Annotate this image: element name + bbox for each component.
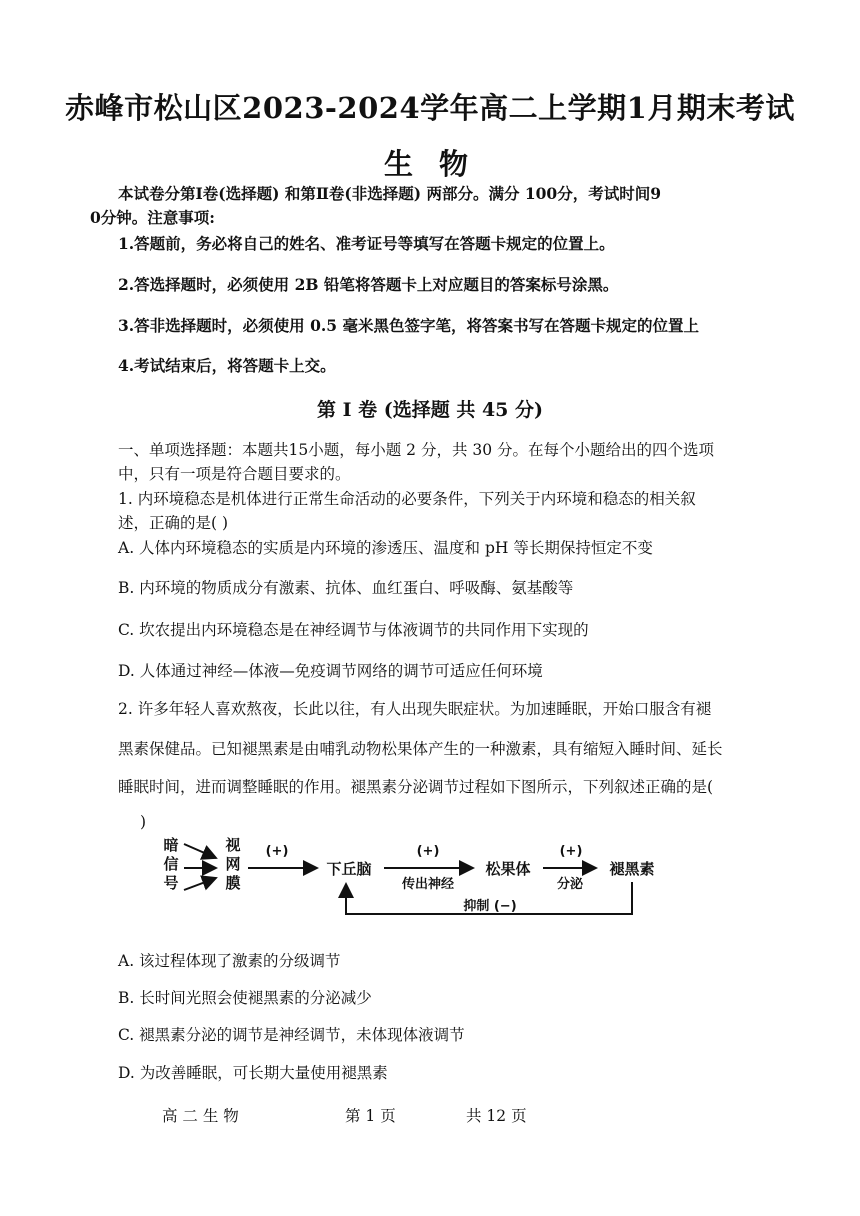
signal-label-char: 暗 (163, 836, 179, 854)
signal-label-char: 信 (163, 855, 179, 873)
efferent-nerve-label: 传出神经 (401, 877, 455, 892)
exam-title: 赤峰市松山区2023-2024学年高二上学期1月期末考试 (65, 91, 795, 125)
stimulate-label: (+) (416, 844, 440, 859)
q1-option-b: B. 内环境的物质成分有激素、抗体、血红蛋白、呼吸酶、氨基酸等 (118, 579, 574, 597)
q1-option-a: A. 人体内环境稳态的实质是内环境的渗透压、温度和 pH 等长期保持恒定不变 (118, 539, 653, 557)
stimulate-label: (+) (559, 844, 583, 859)
q2-option-c: C. 褪黑素分泌的调节是神经调节，未体现体液调节 (118, 1026, 465, 1044)
retina-label-char: 视 (225, 836, 241, 854)
intro-line-2: 0分钟。注意事项: (90, 208, 216, 227)
instruction-item: 2.答选择题时，必须使用 2B 铅笔将答题卡上对应题目的答案标号涂黑。 (118, 275, 619, 294)
stimulate-label: (+) (265, 844, 289, 859)
footer-page-number: 第 1 页 (345, 1107, 396, 1125)
arrow (184, 878, 216, 890)
part1-line-2: 中，只有一项是符合题目要求的。 (118, 465, 351, 483)
footer-subject: 高 二 生 物 (162, 1107, 239, 1125)
q1-option-d: D. 人体通过神经—体液—免疫调节网络的调节可适应任何环境 (118, 662, 543, 680)
q2-stem-line-2: 黑素保健品。已知褪黑素是由哺乳动物松果体产生的一种激素，具有缩短入睡时间、延长 (118, 740, 723, 758)
footer-total-pages: 共 12 页 (466, 1107, 527, 1125)
arrow (184, 844, 216, 858)
q1-stem-line-1: 1. 内环境稳态是机体进行正常生命活动的必要条件，下列关于内环境和稳态的相关叙 (118, 490, 696, 508)
instruction-item: 1.答题前，务必将自己的姓名、准考证号等填写在答题卡规定的位置上。 (118, 234, 615, 253)
retina-label-char: 网 (225, 855, 241, 873)
intro-line-1: 本试卷分第Ⅰ卷(选择题) 和第Ⅱ卷(非选择题) 两部分。满分 100分，考试时间9 (118, 184, 661, 203)
section-heading: 第 Ⅰ 卷 (选择题 共 45 分) (317, 399, 543, 421)
instruction-item: 4.考试结束后，将答题卡上交。 (118, 356, 336, 375)
q2-option-d: D. 为改善睡眠，可长期大量使用褪黑素 (118, 1064, 388, 1082)
instruction-item: 3.答非选择题时，必须使用 0.5 毫米黑色签字笔，将答案书写在答题卡规定的位置上 (118, 316, 699, 335)
q2-stem-line-1: 2. 许多年轻人喜欢熬夜，长此以往，有人出现失眠症状。为加速睡眠，开始口服含有褪 (118, 700, 712, 718)
pineal-label: 松果体 (485, 860, 531, 878)
melatonin-regulation-diagram (160, 830, 670, 922)
q2-stem-line-3: 睡眠时间，进而调整睡眠的作用。褪黑素分泌调节过程如下图所示，下列叙述正确的是( (118, 778, 714, 796)
inhibit-label: 抑制 (−) (463, 899, 517, 914)
q2-stem-line-4: ) (140, 813, 147, 831)
q2-option-b: B. 长时间光照会使褪黑素的分泌减少 (118, 989, 372, 1007)
secrete-label: 分泌 (556, 877, 584, 892)
melatonin-label: 褪黑素 (609, 860, 655, 878)
q1-option-c: C. 坎农提出内环境稳态是在神经调节与体液调节的共同作用下实现的 (118, 621, 589, 639)
part1-line-1: 一、单项选择题：本题共15小题，每小题 2 分，共 30 分。在每个小题给出的四个选项 (118, 441, 715, 459)
retina-label-char: 膜 (225, 874, 241, 892)
hypothalamus-label: 下丘脑 (326, 860, 372, 878)
signal-label-char: 号 (163, 874, 179, 892)
q2-option-a: A. 该过程体现了激素的分级调节 (118, 952, 341, 970)
subject-title: 生 物 (383, 147, 477, 181)
q1-stem-line-2: 述，正确的是( ) (118, 514, 229, 532)
